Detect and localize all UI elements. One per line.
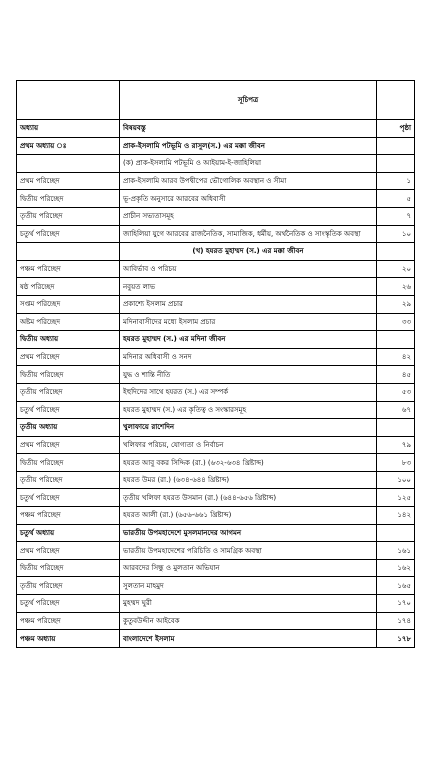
toc-subject: হযরত আবু বকর সিদ্দিক (রা.) (৬৩২-৬৩৪ খ্রিষ্টাব্দ): [120, 454, 377, 472]
toc-subject: ভারতীয় উপমহাদেশের পরিচিতি ও সামগ্রিক অবস্থা: [120, 542, 377, 560]
header-chapter: অধ্যায়: [17, 120, 120, 138]
toc-row: [17, 577, 415, 595]
toc-chapter: প্রথম পরিচ্ছেদ: [17, 172, 120, 190]
toc-row: [17, 295, 415, 313]
toc-chapter: তৃতীয় পরিচ্ছেদ: [17, 471, 120, 489]
toc-row: [17, 401, 415, 419]
toc-subject: (ক) প্রাক-ইসলামি পটভূমি ও আইয়াম-ই-জাহিলিয়া: [120, 155, 377, 173]
toc-page-number: ১৭৪: [377, 612, 415, 630]
toc-page-number: ১৬২: [377, 559, 415, 577]
toc-subject: মুহম্মদ ঘুরী: [120, 595, 377, 613]
toc-chapter: প্রথম পরিচ্ছেদ: [17, 542, 120, 560]
toc-row: [17, 542, 415, 560]
toc-page-number: [377, 137, 415, 155]
toc-chapter: প্রথম অধ্যায় ঃ: [17, 137, 120, 155]
toc-page-number: ৪৫: [377, 366, 415, 384]
toc-chapter: চতুর্থ পরিচ্ছেদ: [17, 489, 120, 507]
toc-page-number: ৭৯: [377, 436, 415, 454]
toc-subject: ইহুদিদের সাথে হযরত (স.) এর সম্পর্ক: [120, 383, 377, 401]
title-row: [17, 81, 415, 120]
toc-subject: মদিনার অধিবাসী ও সনদ: [120, 348, 377, 366]
toc-chapter: চতুর্থ অধ্যায়: [17, 524, 120, 542]
toc-page-number: ৩৩: [377, 313, 415, 331]
toc-subject: ভূ-প্রকৃতি অনুসারে আরবের অধিবাসী: [120, 190, 377, 208]
toc-subject: যুদ্ধ ও শান্তি নীতি: [120, 366, 377, 384]
toc-page-number: ৬৭: [377, 401, 415, 419]
title-right-cell: [377, 81, 415, 120]
toc-row: [17, 436, 415, 454]
toc-chapter: দ্বিতীয় পরিচ্ছেদ: [17, 559, 120, 577]
toc-row: [17, 137, 415, 155]
toc-page-number: ২৯: [377, 295, 415, 313]
toc-chapter: [17, 243, 120, 261]
toc-subject: খুলাফায়ে রাশেদিন: [120, 419, 377, 437]
toc-row: [17, 190, 415, 208]
toc-page-number: [377, 331, 415, 349]
toc-chapter: চতুর্থ পরিচ্ছেদ: [17, 595, 120, 613]
header-subject: বিষয়বস্তু: [120, 120, 377, 138]
toc-page-number: ১৬৫: [377, 577, 415, 595]
toc-page-number: ২৬: [377, 278, 415, 296]
toc-row: [17, 454, 415, 472]
toc-page-number: ৫৩: [377, 383, 415, 401]
toc-subject: ভারতীয় উপমহাদেশে মুসলমানদের আগমন: [120, 524, 377, 542]
toc-chapter: [17, 155, 120, 173]
toc-row: [17, 595, 415, 613]
toc-row: [17, 225, 415, 243]
toc-page-number: [377, 155, 415, 173]
toc-page-number: ১০০: [377, 471, 415, 489]
toc-row: [17, 524, 415, 542]
toc-row: [17, 471, 415, 489]
toc-page-number: ১: [377, 172, 415, 190]
toc-chapter: প্রথম পরিচ্ছেদ: [17, 348, 120, 366]
toc-chapter: পঞ্চম পরিচ্ছেদ: [17, 507, 120, 525]
toc-page-number: ৪২: [377, 348, 415, 366]
toc-chapter: দ্বিতীয় পরিচ্ছেদ: [17, 190, 120, 208]
toc-row: [17, 243, 415, 261]
toc-page-number: ৭: [377, 207, 415, 225]
toc-chapter: পঞ্চম পরিচ্ছেদ: [17, 260, 120, 278]
toc-subject: হযরত মুহাম্মদ (স.) এর মদিনা জীবন: [120, 331, 377, 349]
toc-row: [17, 331, 415, 349]
toc-page-number: [377, 524, 415, 542]
toc-chapter: তৃতীয় পরিচ্ছেদ: [17, 383, 120, 401]
toc-chapter: সপ্তম পরিচ্ছেদ: [17, 295, 120, 313]
toc-row: [17, 559, 415, 577]
toc-row: [17, 612, 415, 630]
toc-subject: মদিনাবাসীদের মধ্যে ইসলাম প্রচার: [120, 313, 377, 331]
toc-page-number: ১৪২: [377, 507, 415, 525]
toc-subject: প্রাক-ইসলামি আরব উপদ্বীপের ভৌগোলিক অবস্থান ও সীমা: [120, 172, 377, 190]
toc-page-number: ১৭৮: [377, 630, 415, 648]
toc-row: [17, 507, 415, 525]
toc-subject: হযরত আলী (রা.) (৬৫৬-৬৬১ খ্রিষ্টাব্দ): [120, 507, 377, 525]
toc-subject: (খ) হযরত মুহাম্মদ (স.) এর মক্কা জীবন: [120, 243, 377, 261]
toc-row: [17, 489, 415, 507]
toc-subject: প্রাচীন সভ্যতাসমূহ: [120, 207, 377, 225]
toc-subject: তৃতীয় খলিফা হযরত উসমান (রা.) (৬৪৪-৬৫৬ খ্রিষ্টাব্দ): [120, 489, 377, 507]
toc-row: [17, 383, 415, 401]
toc-subject: বাংলাদেশে ইসলাম: [120, 630, 377, 648]
toc-subject: জাহিলিয়া যুগে আরবের রাজনৈতিক, সামাজিক, ধর্মীয়, অর্থনৈতিক ও সাংস্কৃতিক অবস্থা: [120, 225, 377, 243]
toc-subject: হযরত মুহাম্মদ (স.) এর কৃতিত্ব ও সংস্কারসমূহ: [120, 401, 377, 419]
toc-subject: প্রকাশ্যে ইসলাম প্রচার: [120, 295, 377, 313]
toc-chapter: দ্বিতীয় পরিচ্ছেদ: [17, 454, 120, 472]
toc-subject: সুলতান মাহমুদ: [120, 577, 377, 595]
header-page: পৃষ্ঠা: [377, 120, 415, 138]
toc-chapter: চতুর্থ পরিচ্ছেদ: [17, 225, 120, 243]
toc-page-number: ১২৫: [377, 489, 415, 507]
toc-row: [17, 419, 415, 437]
toc-chapter: পঞ্চম অধ্যায়: [17, 630, 120, 648]
toc-subject: আরবদের সিন্ধু ও মুলতান অভিযান: [120, 559, 377, 577]
toc-subject: আবির্ভাব ও পরিচয়: [120, 260, 377, 278]
toc-page-number: ১০: [377, 225, 415, 243]
toc-table: [16, 80, 415, 648]
toc-page-number: [377, 419, 415, 437]
toc-chapter: তৃতীয় অধ্যায়: [17, 419, 120, 437]
toc-subject: কুতুবউদ্দীন আইবেক: [120, 612, 377, 630]
toc-row: [17, 172, 415, 190]
toc-chapter: প্রথম পরিচ্ছেদ: [17, 436, 120, 454]
title-left-cell: [17, 81, 120, 120]
toc-subject: নবুয়ত লাভ: [120, 278, 377, 296]
toc-chapter: পঞ্চম পরিচ্ছেদ: [17, 612, 120, 630]
toc-row: [17, 630, 415, 648]
toc-chapter: ষষ্ঠ পরিচ্ছেদ: [17, 278, 120, 296]
toc-page-number: ১৬১: [377, 542, 415, 560]
toc-subject: প্রাক-ইসলামি পটভূমি ও রাসুল(স.) এর মক্কা জীবন: [120, 137, 377, 155]
toc-row: [17, 348, 415, 366]
toc-chapter: তৃতীয় পরিচ্ছেদ: [17, 207, 120, 225]
toc-row: [17, 260, 415, 278]
toc-page-number: ১৭০: [377, 595, 415, 613]
toc-row: [17, 278, 415, 296]
toc-subject: খলিফার পরিচয়, যোগ্যতা ও নির্বাচন: [120, 436, 377, 454]
toc-chapter: অষ্টম পরিচ্ছেদ: [17, 313, 120, 331]
toc-row: [17, 207, 415, 225]
toc-page-number: ৫: [377, 190, 415, 208]
toc-chapter: চতুর্থ পরিচ্ছেদ: [17, 401, 120, 419]
toc-chapter: দ্বিতীয় পরিচ্ছেদ: [17, 366, 120, 384]
toc-chapter: তৃতীয় পরিচ্ছেদ: [17, 577, 120, 595]
toc-page-number: ৮৩: [377, 454, 415, 472]
header-row: [17, 120, 415, 138]
toc-row: [17, 155, 415, 173]
toc-subject: হযরত উমর (রা.) (৬৩৪-৬৪৪ খ্রিষ্টাব্দ): [120, 471, 377, 489]
toc-page-number: [377, 243, 415, 261]
toc-row: [17, 366, 415, 384]
toc-chapter: দ্বিতীয় অধ্যায়: [17, 331, 120, 349]
toc-row: [17, 313, 415, 331]
page-title: সূচিপত্র: [120, 81, 377, 120]
toc-page-number: ২০: [377, 260, 415, 278]
